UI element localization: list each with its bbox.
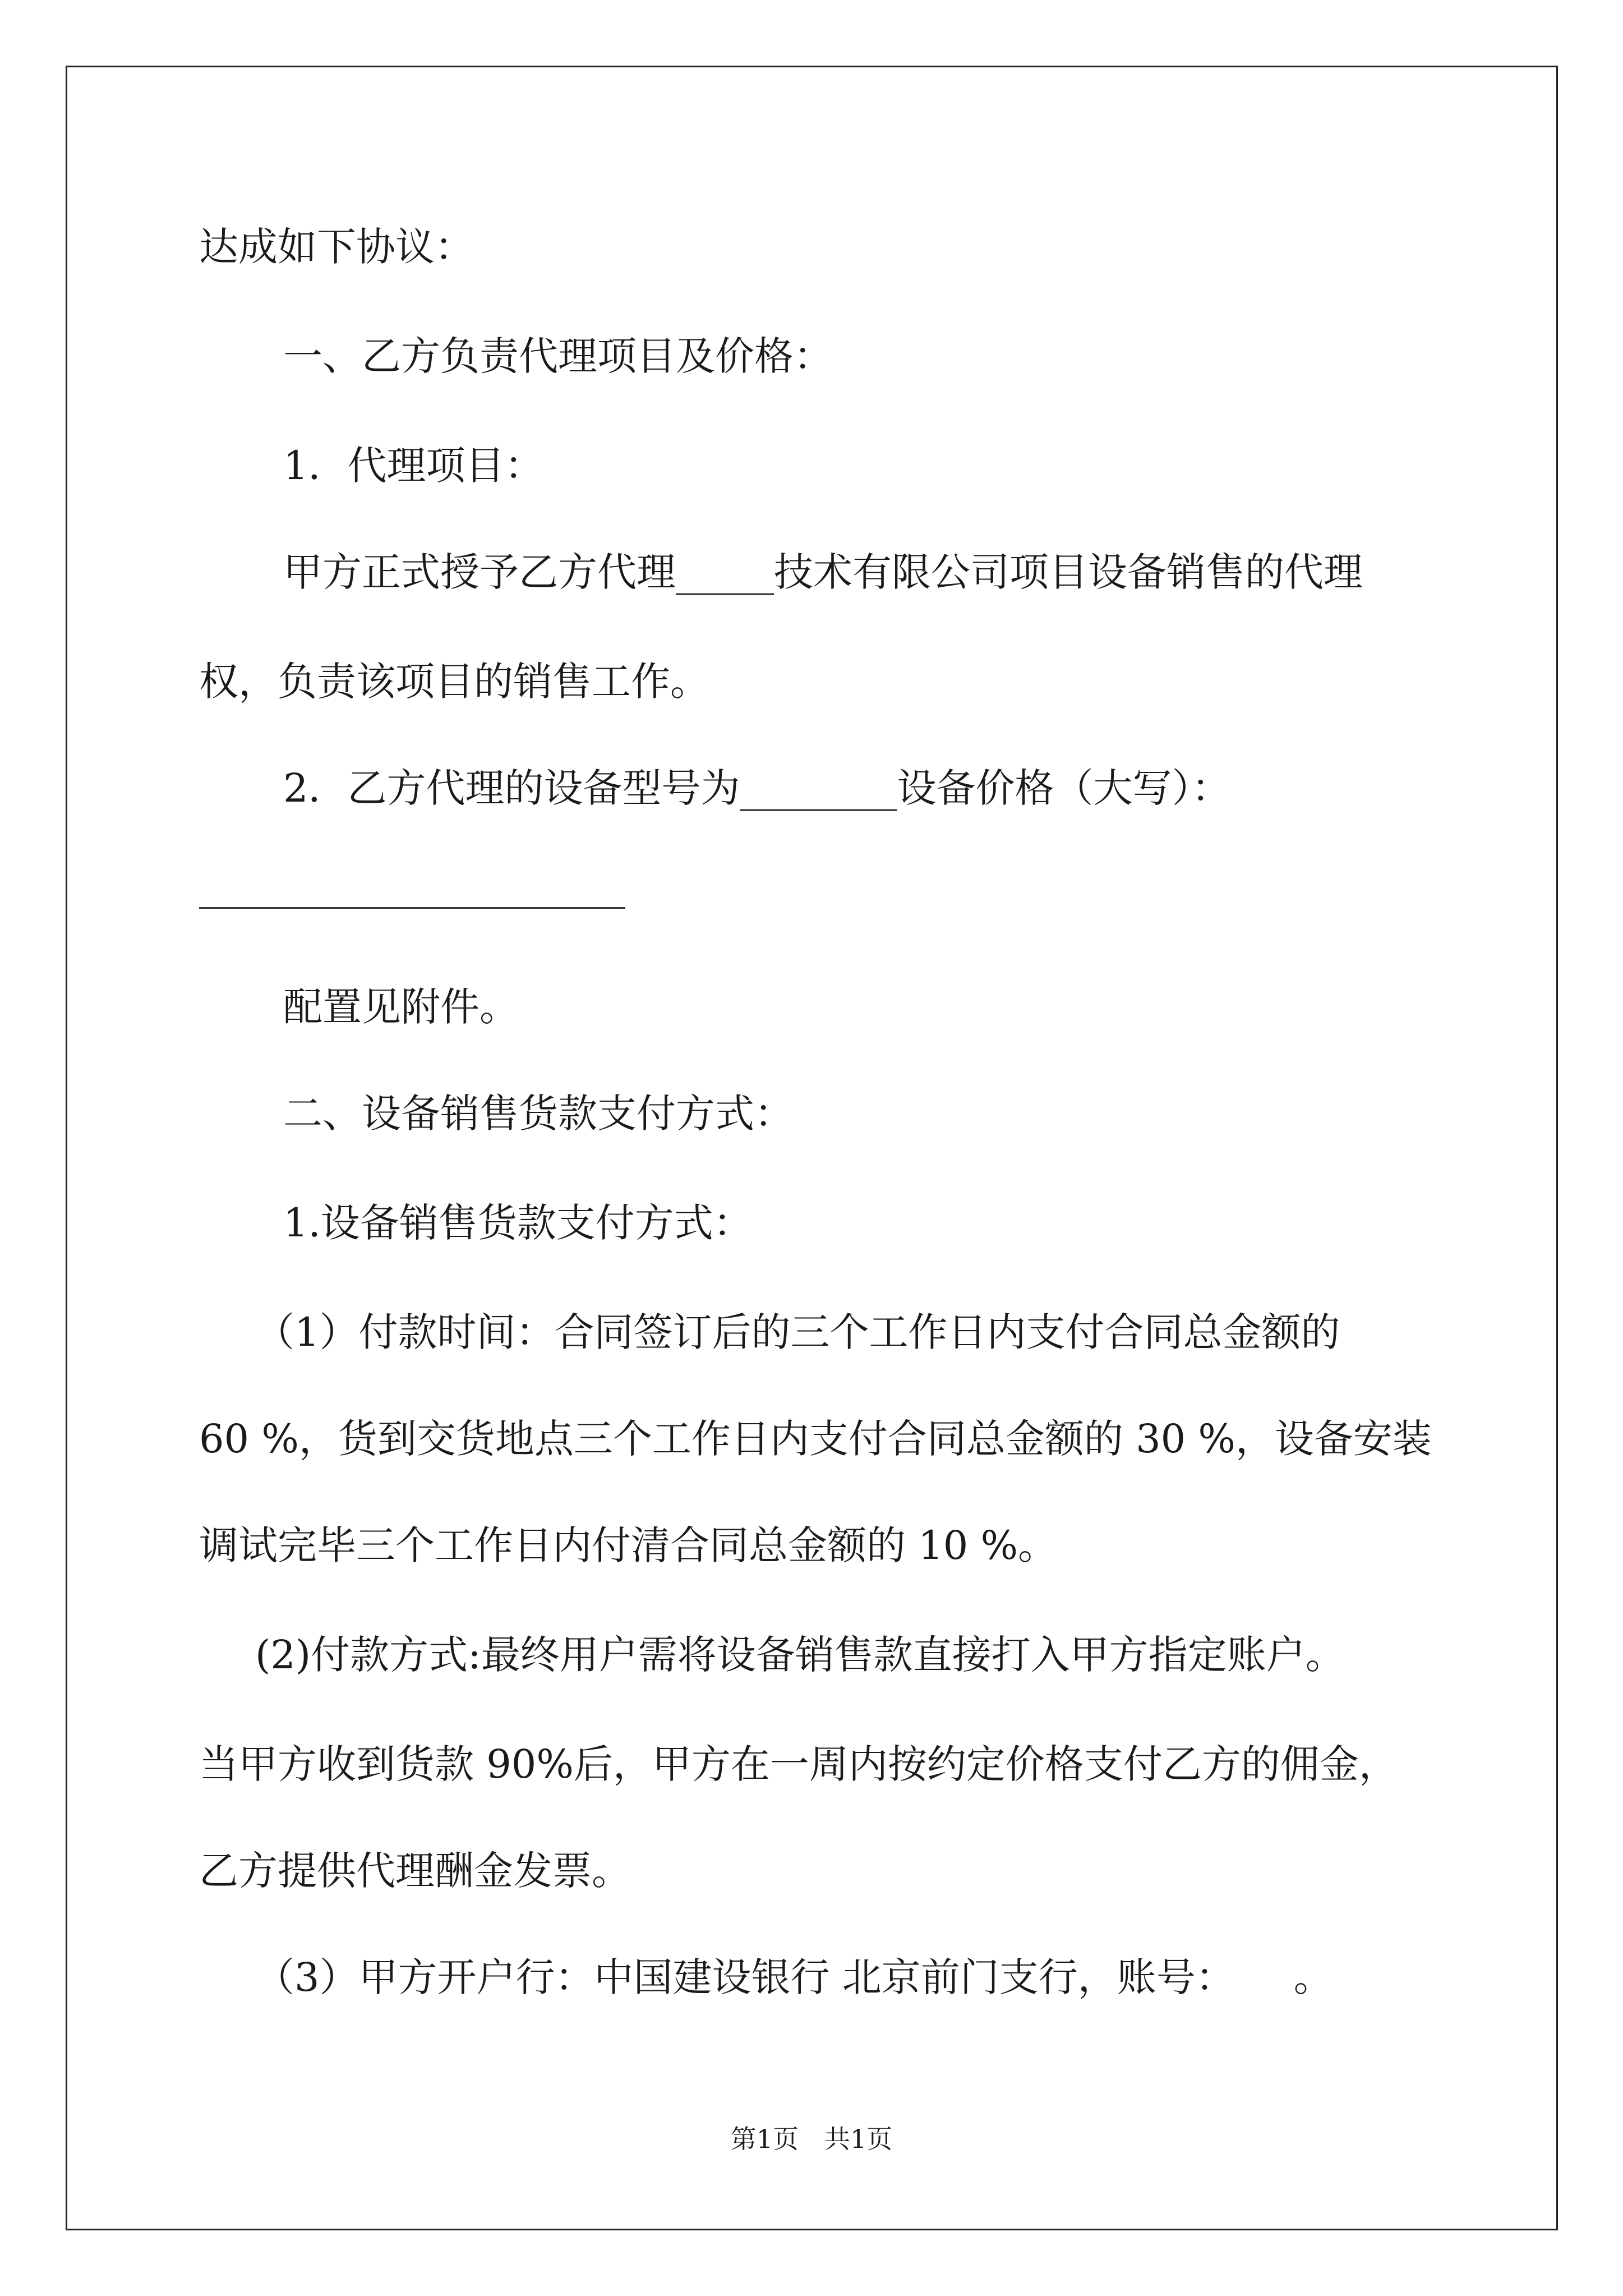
paragraph-line: 配置见附件。 xyxy=(283,984,519,1030)
fill-in-blank-line xyxy=(199,907,625,909)
page-footer: 第1页 共1页 xyxy=(730,2124,893,2154)
paragraph-line: （1）付款时间：合同签订后的三个工作日内支付合同总金额的 xyxy=(255,1309,1340,1355)
subsection-heading: 1．代理项目： xyxy=(283,443,544,489)
paragraph-line: 60 %，货到交货地点三个工作日内支付合同总金额的 30 %，设备安装 xyxy=(199,1416,1432,1462)
paragraph-line: 调试完毕三个工作日内付清合同总金额的 10 %。 xyxy=(199,1522,1058,1568)
paragraph-line: 乙方提供代理酬金发票。 xyxy=(199,1848,631,1894)
paragraph-line: 2．乙方代理的设备型号为________设备价格（大写）： xyxy=(283,765,1231,811)
page-border xyxy=(66,66,1558,2230)
paragraph-line: (2)付款方式:最终用户需将设备销售款直接打入甲方指定账户。 xyxy=(255,1632,1345,1678)
paragraph-line: 甲方正式授予乙方代理_____技术有限公司项目设备销售的代理 xyxy=(283,549,1363,595)
paragraph-line: 当甲方收到货款 90%后，甲方在一周内按约定价格支付乙方的佣金， xyxy=(199,1741,1398,1787)
paragraph-line: 达成如下协议： xyxy=(199,224,474,270)
section-heading: 一、乙方负责代理项目及价格： xyxy=(283,333,833,379)
paragraph-line: 权，负责该项目的销售工作。 xyxy=(199,659,709,705)
subsection-heading: 1.设备销售货款支付方式： xyxy=(283,1200,753,1246)
section-heading: 二、设备销售货款支付方式： xyxy=(283,1091,794,1137)
paragraph-line: （3）甲方开户行：中国建设银行 北京前门支行，账号： 。 xyxy=(255,1954,1333,2000)
